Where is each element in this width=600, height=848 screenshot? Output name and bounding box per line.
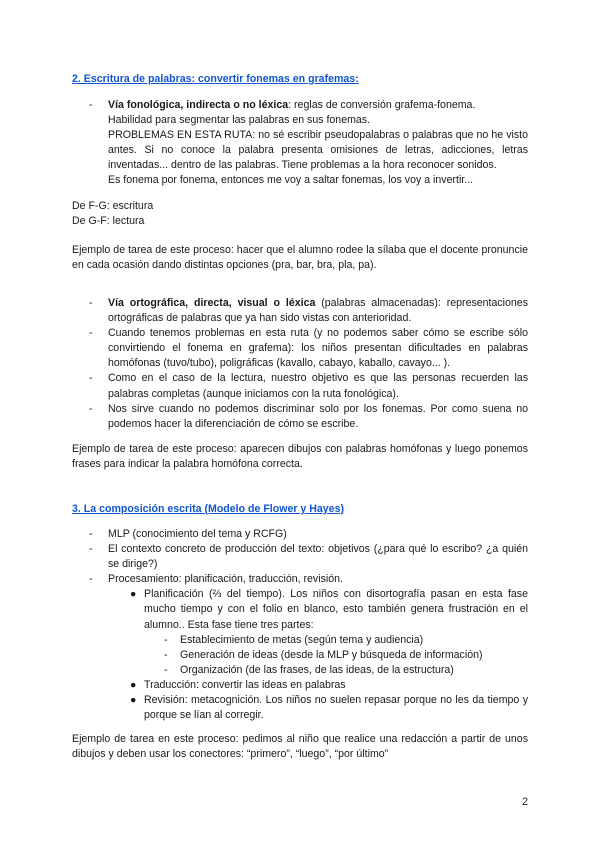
section-2-heading: 2. Escritura de palabras: convertir fonemas en grafemas:: [72, 73, 359, 85]
page-number: 2: [522, 796, 528, 808]
section-3-heading: 3. La composición escrita (Modelo de Flower y Hayes): [72, 503, 344, 515]
example-paragraph-3: Ejemplo de tarea en este proceso: pedimos al niño que realice una redacción a partir de unos dibujos y deben usar los conectores: “primero”, “luego”, “por último”: [72, 733, 528, 761]
example-paragraph-1: Ejemplo de tarea de este proceso: hacer que el alumno rodee la sílaba que el docente pronuncie en cada ocasión dando distintas opciones (pra, bar, bra, pla, pa).: [72, 244, 528, 272]
example-paragraph-2: Ejemplo de tarea de este proceso: aparecen dibujos con palabras homófonas y luego ponemos frases para indicar la palabra homófona correcta.: [72, 443, 528, 471]
via-ortografica-list: - Vía ortográfica, directa, visual o léxica (palabras almacenadas): representaciones ortográficas de palabras que ya han sido vistas con anterioridad. - Cuando tenemos problemas en esta ruta (y no podemos saber cómo se escribe sólo convirtiendo el fonema en grafema): los niños presentan dificultades en palabras homófonas (tuvo/tubo), poligráficas (kavallo, cabayo, kaballo, cavayo... ). - Como en el caso de la lectura, nuestro objetivo es que las personas recuerden las palabras completas (aunque iniciamos con la ruta fonológica). - Nos sirve cuando no podemos discriminar solo por los fonemas. Por como suena no podemos hacer la diferenciación de cómo se escribe.: [89, 297, 528, 430]
fg-notes: De F-G: escritura De G-F: lectura: [72, 200, 154, 228]
composicion-list: - MLP (conocimiento del tema y RCFG) - El contexto concreto de producción del texto: objetivos (¿para qué lo escribo? ¿a quién se dirige?) - Procesamiento: planificación, traducción, revisión. ● Planificación (⅔ del tiempo). Los niños con disortografía pasan en esta fase mucho tiempo y con el folio en blanco, esto también genera frustración en el alumno.. Esta fase tiene tres partes: - Establecimiento de metas (según tema y audiencia) - Generación de ideas (desde la MLP y búsqueda de información) - Organización (de las frases, de las ideas, de la estructura) ● Traducción: convertir las ideas en palabras ● Revisión: metacognición. Los niños no suelen repasar porque no les da tiempo y porque se lían al corregir.: [89, 528, 528, 722]
via-fonologica-item: - Vía fonológica, indirecta o no léxica: reglas de conversión grafema-fonema. Habilidad para segmentar las palabras en sus fonemas. PROBLEMAS EN ESTA RUTA: no sé escribir pseudopalabras o palabras que no he visto antes. Si no conoce la palabra presenta omisiones de letras, adicciones, letras inventadas... dentro de las palabras. Tiene problemas a la hora reconocer sonidos. Es fonema por fonema, entonces me voy a saltar fonemas, los voy a invertir...: [89, 99, 528, 187]
